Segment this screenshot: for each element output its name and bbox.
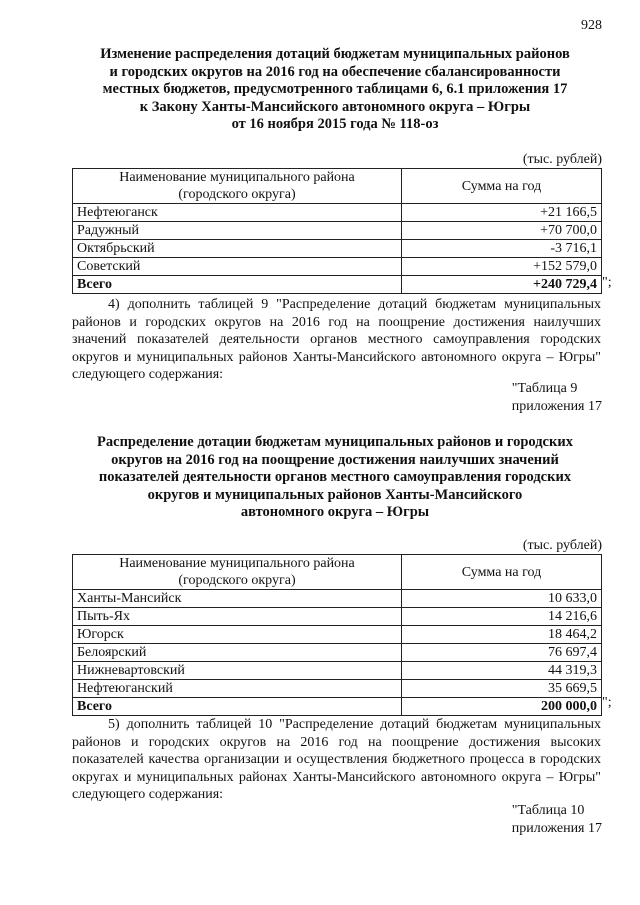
- total-sum: +240 729,4: [402, 276, 602, 294]
- table9-reference: [512, 380, 602, 416]
- column-header-sum: Сумма на год: [402, 169, 602, 204]
- table-header-row: [73, 555, 602, 590]
- table-row: [73, 680, 602, 698]
- table-total-row: [73, 276, 602, 294]
- section2-title-line: Распределение дотации бюджетам муниципальных районов и городских: [97, 434, 573, 450]
- table-row: [73, 240, 602, 258]
- section1-table: [72, 168, 602, 294]
- column-header-name: Наименование муниципального района (городского округа): [73, 169, 402, 204]
- table-row: [73, 258, 602, 276]
- section1-title-line: к Закону Ханты-Мансийского автономного округа – Югры: [139, 98, 531, 115]
- column-header-name: Наименование муниципального района (городского округа): [73, 555, 402, 590]
- section1-units: (тыс. рублей): [522, 152, 602, 167]
- total-label: Всего: [73, 276, 402, 294]
- table-row: [73, 222, 602, 240]
- page-number: 928: [581, 18, 602, 33]
- section1-title-line: и городских округов на 2016 год на обеспечение сбалансированности: [109, 63, 561, 80]
- cell-sum: +70 700,0: [402, 222, 602, 240]
- cell-sum: 14 216,6: [402, 608, 602, 626]
- section1-title-line: Изменение распределения дотаций бюджетам муниципальных районов: [100, 46, 570, 62]
- cell-name: Советский: [73, 258, 402, 276]
- cell-name: Белоярский: [73, 644, 402, 662]
- cell-sum: 35 669,5: [402, 680, 602, 698]
- table-header-row: [73, 169, 602, 204]
- cell-name: Ханты-Мансийск: [73, 590, 402, 608]
- cell-name: Нефтеюганский: [73, 680, 402, 698]
- section2-title-line: показателей деятельности органов местного самоуправления городских: [98, 469, 572, 485]
- cell-name: Радужный: [73, 222, 402, 240]
- table10-ref-line: приложения 17: [511, 821, 602, 836]
- table10-ref-line: "Таблица 10: [511, 803, 585, 818]
- cell-name: Пыть-Ях: [73, 608, 402, 626]
- cell-name: Нижневартовский: [73, 662, 402, 680]
- total-label: Всего: [73, 698, 402, 716]
- table-row: [73, 608, 602, 626]
- section1-title-line: местных бюджетов, предусмотренного таблицами 6, 6.1 приложения 17: [102, 81, 568, 97]
- column-header-sum: Сумма на год: [402, 555, 602, 590]
- section1-title-line: от 16 ноября 2015 года № 118-оз: [231, 116, 439, 132]
- table-row: [73, 662, 602, 680]
- table-row: [73, 644, 602, 662]
- cell-sum: 76 697,4: [402, 644, 602, 662]
- section1-title: [70, 46, 600, 134]
- section2-title-line: округов на 2016 год на поощрение достижения наилучших значений: [111, 451, 559, 468]
- table-row: [73, 626, 602, 644]
- cell-sum: 18 464,2: [402, 626, 602, 644]
- cell-sum: -3 716,1: [402, 240, 602, 258]
- cell-sum: +152 579,0: [402, 258, 602, 276]
- cell-name: Октябрьский: [73, 240, 402, 258]
- table10-reference: [512, 802, 602, 838]
- section2-table: [72, 554, 602, 716]
- table9-ref-line: приложения 17: [511, 399, 602, 414]
- section2-table-tail: ";: [602, 695, 612, 710]
- total-sum: 200 000,0: [402, 698, 602, 716]
- table9-ref-line: "Таблица 9: [511, 381, 578, 396]
- section2-title: [70, 434, 600, 522]
- section2-units: (тыс. рублей): [522, 538, 602, 553]
- section2-title-line: автономного округа – Югры: [240, 504, 430, 520]
- table-total-row: [73, 698, 602, 716]
- cell-name: Югорск: [73, 626, 402, 644]
- table-row: [73, 590, 602, 608]
- paragraph-5: 5) дополнить таблицей 10 "Распределение дотаций бюджетам муниципальных районов и городских округов на 2016 год на поощрение достижения высоких показателей качества организации и осуществления бюджетного процесса в городских округах и муниципальных районах Ханты-Мансийского автономного округа – Югры" следующего содержания:: [72, 717, 601, 802]
- section1-table-tail: ";: [602, 275, 612, 290]
- cell-sum: 44 319,3: [402, 662, 602, 680]
- cell-name: Нефтеюганск: [73, 204, 402, 222]
- section2-title-line: округов и муниципальных районов Ханты-Мансийского: [147, 486, 523, 503]
- table-row: [73, 204, 602, 222]
- cell-sum: +21 166,5: [402, 204, 602, 222]
- cell-sum: 10 633,0: [402, 590, 602, 608]
- paragraph-4: 4) дополнить таблицей 9 "Распределение дотаций бюджетам муниципальных районов и городских округов на 2016 год на поощрение достижения наилучших значений показателей деятельности органов местного самоуправления городских округов и муниципальных районов Ханты-Мансийского автономного округа – Югры" следующего содержания:: [72, 297, 601, 382]
